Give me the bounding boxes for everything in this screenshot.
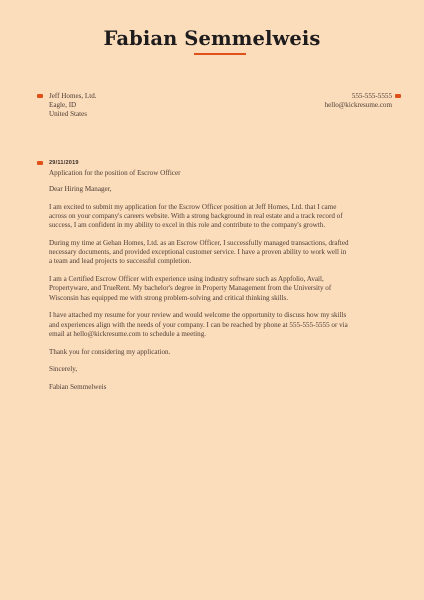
letter-subject: Application for the position of Escrow Officer [49,169,181,177]
paragraph-line: I am a Certified Escrow Officer with experience using industry software such as Appfolio, Avail, [49,275,324,284]
sender-contact [325,92,392,110]
paragraph-line: Wisconsin has equipped me with strong problem-solving and critical thinking skills. [49,293,289,302]
date-marker-icon [37,161,43,165]
letter-body [49,185,394,401]
paragraph-intro [49,203,394,231]
paragraph-line: success, I am confident in my ability to excel in this role and contribute to the company's growth. [49,221,326,230]
paragraph-qualifications [49,275,394,303]
thank-you-line: Thank you for considering my application. [49,347,171,356]
applicant-name: Fabian Semmelweis [103,27,321,50]
recipient-city: Eagle, ID [49,101,77,110]
signoff: Sincerely, [49,365,78,374]
contact-email: hello@kickresume.com [324,101,392,110]
paragraph-line: email at hello@kickresume.com to schedule a meeting. [49,329,207,338]
paragraph-line: and experiences align with the needs of your company. I can be reached by phone at 555-555-5555 or via [49,320,348,329]
paragraph-line: necessary documents, and provided exceptional customer service. I have a proven ability to work well in [49,248,347,257]
paragraph-experience [49,239,394,267]
contact-marker-icon [395,94,401,98]
recipient-company: Jeff Homes, Ltd. [49,92,97,100]
contact-phone: 555-555-5555 [351,92,392,100]
paragraph-line: During my time at Gehan Homes, Ltd. as an Escrow Officer, I successfully managed transactions, drafted [49,239,349,247]
signature: Fabian Semmelweis [49,383,107,392]
recipient-country: United States [49,110,88,119]
recipient-marker-icon [37,94,43,98]
paragraph-line: Propertyware, and TrueRent. My bachelor's degree in Property Management from the University of [49,284,332,293]
paragraph-line: across on your company's careers website. With a strong background in real estate and a track record of [49,212,343,220]
name-underline [194,53,246,55]
greeting: Dear Hiring Manager, [49,185,112,193]
paragraph-line: a team and lead projects to successful completion. [49,257,192,266]
letter-date: 29/11/2019 [49,160,79,166]
recipient-address [49,92,97,120]
paragraph-line: I am excited to submit my application for the Escrow Officer position at Jeff Homes, Ltd. that I came [49,202,337,211]
paragraph-line: I have attached my resume for your review and would welcome the opportunity to discuss how my skills [49,311,347,320]
paragraph-closing [49,311,394,339]
